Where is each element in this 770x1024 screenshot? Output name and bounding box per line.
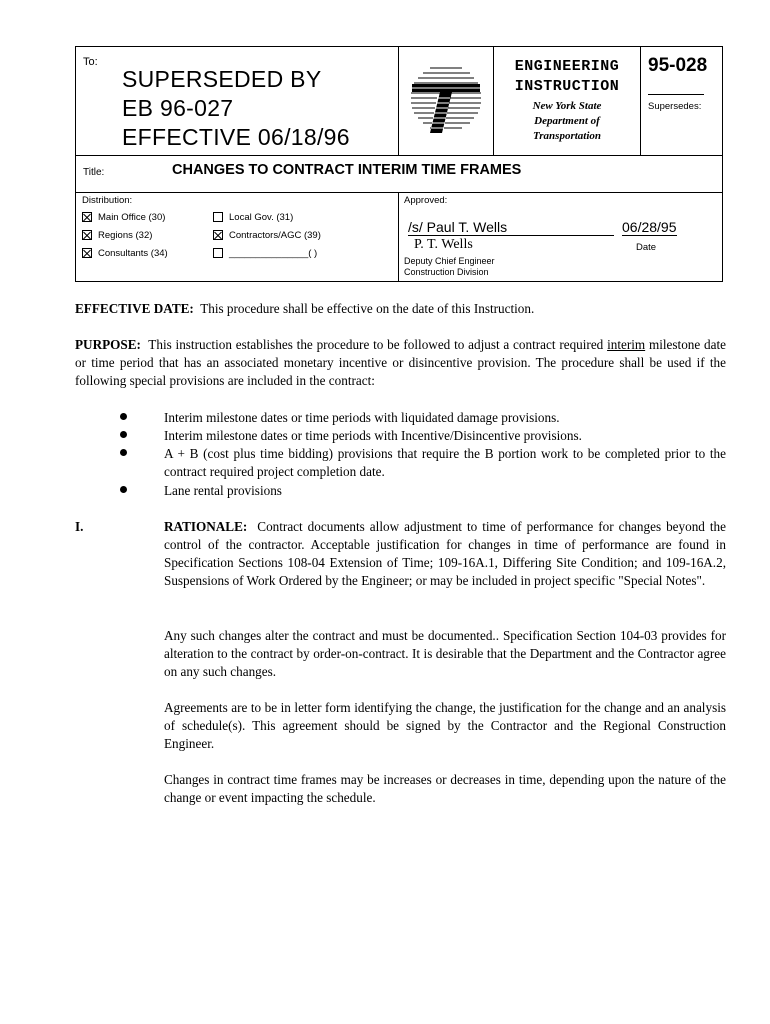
- divider: [640, 47, 641, 155]
- distribution-item: Contractors/AGC (39): [213, 227, 321, 245]
- empty-box-icon: [213, 248, 223, 258]
- department-name: [494, 99, 640, 144]
- rationale-paragraph: RATIONALE: Contract documents allow adjustment to time of performance for changes beyond the control of the contractor. Acceptable justification for changes in time of performance are found in Specification Sections 108-04 Extension of Time; 109-16A.1, Differing Site Condition; and 109-16A.2, Suspensions of Work Ordered by the Engineer; or may be included in project specific "Special Notes".: [164, 519, 726, 588]
- approved-label: Approved:: [404, 195, 448, 206]
- approver-title: Deputy Chief Engineer Construction Division: [404, 256, 495, 277]
- title-label: Title:: [83, 167, 105, 178]
- instruction-header-box: [75, 46, 723, 282]
- bullet-icon: [120, 431, 127, 438]
- bullet-item: Interim milestone dates or time periods with Incentive/Disincentive provisions.: [164, 428, 582, 443]
- approval-date: 06/28/95: [622, 219, 677, 235]
- checked-box-icon: [82, 230, 92, 240]
- distribution-item: Local Gov. (31): [213, 209, 321, 227]
- department-line: New York State: [532, 100, 602, 112]
- bullet-icon: [120, 413, 127, 420]
- superseded-line: SUPERSEDED BY: [122, 66, 322, 92]
- superseded-line: EFFECTIVE 06/18/96: [122, 124, 350, 150]
- superseded-line: EB 96-027: [122, 95, 234, 121]
- department-line: Transportation: [532, 130, 602, 142]
- empty-box-icon: [213, 212, 223, 222]
- section-number: I.: [75, 519, 84, 534]
- to-label: To:: [83, 56, 98, 68]
- bullet-item: Lane rental provisions: [164, 483, 282, 498]
- checked-box-icon: [82, 212, 92, 222]
- checked-box-icon: [82, 248, 92, 258]
- distribution-label: Distribution:: [82, 195, 133, 206]
- nysdot-logo-icon: [406, 65, 486, 139]
- document-type-line: ENGINEERING: [514, 58, 620, 75]
- supersedes-label: Supersedes:: [648, 101, 702, 112]
- distribution-list: [213, 209, 321, 263]
- checked-box-icon: [213, 230, 223, 240]
- distribution-item: _______________( ): [213, 245, 321, 263]
- distribution-list: [82, 209, 168, 263]
- instruction-number: 95-028: [648, 55, 708, 76]
- effective-date-paragraph: EFFECTIVE DATE: This procedure shall be effective on the date of this Instruction.: [75, 301, 535, 316]
- instruction-title: CHANGES TO CONTRACT INTERIM TIME FRAMES: [172, 162, 522, 178]
- divider: [76, 155, 722, 156]
- distribution-item: Main Office (30): [82, 209, 168, 227]
- bullet-item: Interim milestone dates or time periods with liquidated damage provisions.: [164, 410, 560, 425]
- body-paragraph: Changes in contract time frames may be increases or decreases in time, depending upon the nature of the change or event impacting the schedule.: [164, 772, 726, 805]
- purpose-paragraph: PURPOSE: This instruction establishes the procedure to be followed to adjust a contract required interim milestone date or time period that has an associated monetary incentive or disincentive provision. The procedure shall be used if the following special provisions are included in the contract:: [75, 337, 726, 388]
- bullet-icon: [120, 486, 127, 493]
- body-paragraph: Agreements are to be in letter form identifying the change, the justification for the change and an analysis of schedule(s). This agreement should be signed by the Contractor and the Regional Construction Engineer.: [164, 700, 726, 751]
- divider: [398, 47, 399, 155]
- bullet-item: A + B (cost plus time bidding) provisions that require the B portion work to be completed prior to the contract required project completion date.: [164, 446, 726, 479]
- distribution-item: Regions (32): [82, 227, 168, 245]
- body-paragraph: Any such changes alter the contract and must be documented.. Specification Section 104-03 provides for alteration to the contract by order-on-contract. It is desirable that the Department and the Contractor agree on any such changes.: [164, 628, 726, 679]
- date-label: Date: [636, 242, 657, 253]
- approval-signature: /s/ Paul T. Wells: [408, 220, 614, 236]
- superseded-notice: [122, 65, 350, 152]
- document-type-line: INSTRUCTION: [514, 78, 620, 95]
- approver-name: P. T. Wells: [414, 237, 473, 252]
- number-underline: [648, 94, 704, 95]
- divider: [76, 192, 722, 193]
- bullet-icon: [120, 449, 127, 456]
- document-type: [494, 57, 640, 97]
- divider: [398, 192, 399, 281]
- distribution-item: Consultants (34): [82, 245, 168, 263]
- department-line: Department of: [534, 115, 600, 127]
